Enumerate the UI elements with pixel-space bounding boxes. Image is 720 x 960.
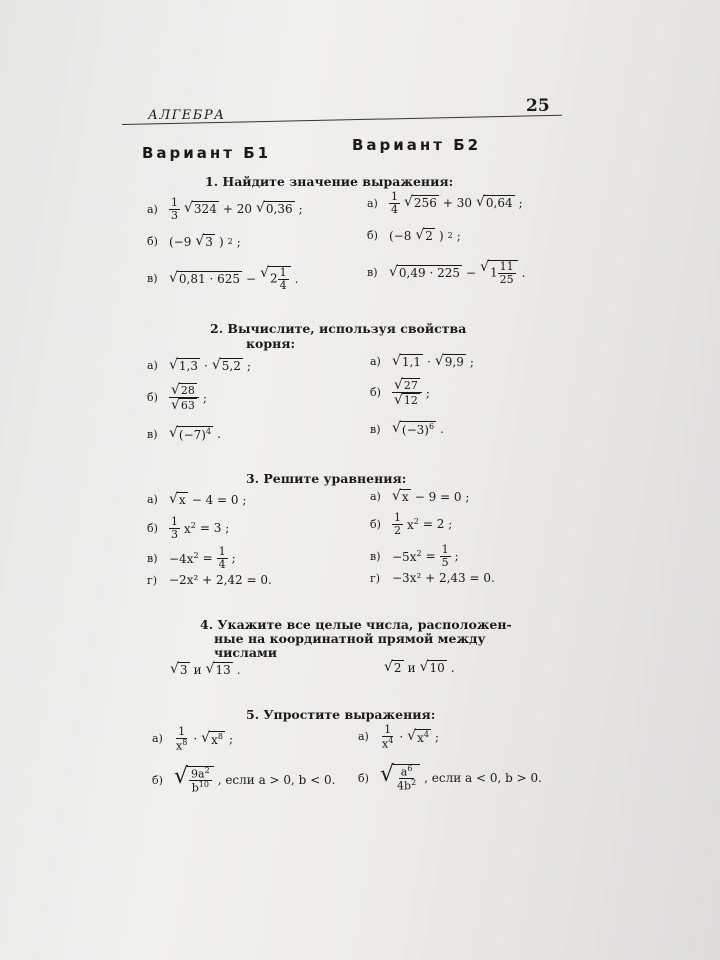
- t1-b1-v: в) √ 0,81 · 625 − √ 2 $\frac{1}{4}$ .: [147, 265, 299, 292]
- task-2-title-line2: корня:: [246, 336, 296, 351]
- square-root: √ 2: [415, 227, 433, 243]
- page-number: 25: [526, 96, 550, 116]
- square-root: √ 2 $\frac{1}{4}$: [260, 266, 291, 291]
- t2-b2-v: в) √ $(-3)^6$ .: [370, 420, 444, 437]
- t3-b2-b: б) $\frac{1}{2}$ $x^2$ = 2 ;: [370, 511, 453, 537]
- t3-b2-g: г) −3x² + 2,43 = 0.: [370, 571, 495, 585]
- square-root: √ 0,36: [255, 200, 293, 217]
- task-5-title: 5. Упростите выражения:: [246, 707, 436, 722]
- square-root: √ 0,49 · 225: [389, 263, 460, 280]
- t1-b2-b: б) (−8 √ 2 ) 2 ;: [367, 227, 461, 243]
- square-root: √ 324: [184, 200, 217, 217]
- t1-b2-a: а) $\frac{1}{4}$ √ 256 + 30 √ 0,64 ;: [367, 190, 523, 216]
- t1-b2-v: в) √ 0,49 · 225 − √ 1 $\frac{11}{25}$ .: [367, 259, 526, 286]
- task-2-title-line1: 2. Вычислите, используя свойства: [210, 321, 467, 336]
- variant-b2-title: Вариант Б2: [352, 136, 482, 154]
- t4-b2: √ 2 и √ 10 .: [384, 659, 455, 675]
- square-root: √ 3: [195, 233, 213, 249]
- t2-b1-a: а) √ 1,3 · √ 5,2 ;: [147, 357, 251, 373]
- task-1-title: 1. Найдите значение выражения:: [205, 174, 454, 189]
- t5-b1-a: а) $\frac{1}{x^8}$ · √ $x^8$ ;: [152, 725, 233, 753]
- t1-b1-b: б) (−9 √ 3 ) 2 ;: [147, 233, 241, 249]
- task-4-title-line1: 4. Укажите все целые числа, расположен-: [200, 617, 512, 632]
- square-root: √ 256: [404, 194, 437, 211]
- t3-b1-b: б) $\frac{1}{3}$ $x^2$ = 3 ;: [147, 515, 230, 541]
- task-4-title-line2: ные на координатной прямой между: [214, 631, 486, 646]
- variant-b1-title: Вариант Б1: [142, 144, 272, 162]
- square-root: √ 0,64: [475, 194, 513, 211]
- t3-b1-a: а) √ x − 4 = 0 ;: [147, 491, 247, 507]
- task-4-title-line3: числами: [214, 645, 278, 660]
- t5-b2-b: б) √ $\frac{a^6}{4b^2}$ , если a < 0, b > 0.: [358, 762, 542, 793]
- fraction: $\frac{1}{4}$: [391, 190, 398, 216]
- t3-b1-g: г) −2x² + 2,42 = 0.: [147, 573, 272, 587]
- t2-b2-b: б) √ 27 √ 12 ;: [370, 377, 430, 409]
- t2-b2-a: а) √ 1,1 · √ 9,9 ;: [370, 353, 474, 369]
- t5-b1-b: б) √ $\frac{9a^2}{b^{10}}$ , если a > 0, b < 0.: [152, 764, 336, 795]
- square-root: √ 1 $\frac{11}{25}$: [480, 260, 518, 285]
- t3-b1-v: в) $-4x^2$ = $\frac{1}{4}$ ;: [147, 545, 236, 571]
- square-root: √ 0,81 · 625: [169, 269, 240, 286]
- t4-b1: √ 3 и √ 13 .: [170, 661, 241, 677]
- t2-b1-b: б) √ 28 √ 63 ;: [147, 382, 207, 414]
- fraction: $\frac{1}{3}$: [171, 196, 178, 222]
- t3-b2-v: в) $-5x^2$ = $\frac{1}{5}$ ;: [370, 543, 459, 569]
- t1-b1-a: а) $\frac{1}{3}$ √ 324 + 20 √ 0,36 ;: [147, 196, 303, 222]
- task-3-title: 3. Решите уравнения:: [246, 471, 407, 486]
- t3-b2-a: а) √ x − 9 = 0 ;: [370, 488, 470, 504]
- t2-b1-v: в) √ $(-7)^4$ .: [147, 425, 221, 442]
- subject-heading: АЛГЕБРА: [148, 108, 226, 123]
- t5-b2-a: а) $\frac{1}{x^4}$ · √ $x^4$ ;: [358, 723, 439, 751]
